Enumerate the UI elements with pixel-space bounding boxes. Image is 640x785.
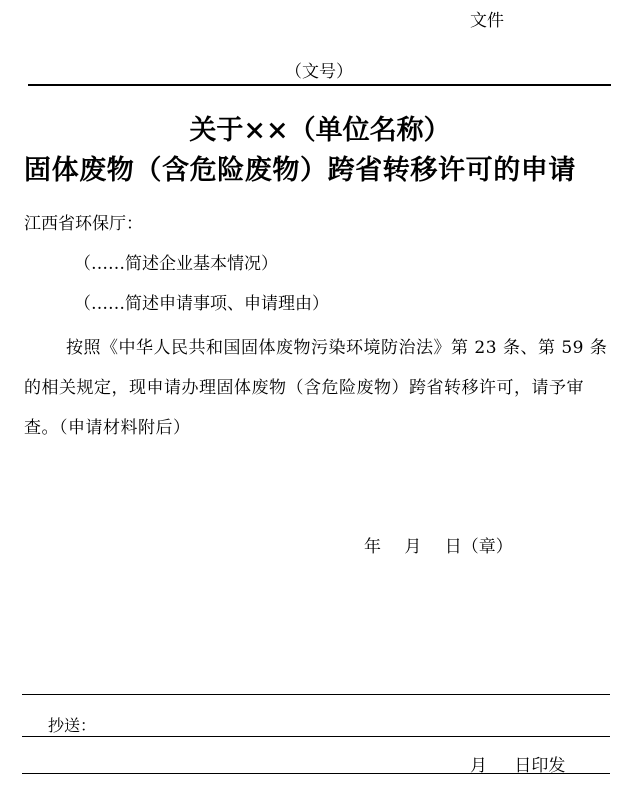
issue-date: 月 日印发 [470,756,566,776]
footer-divider-top [22,694,610,695]
document-type-label: 文件 [470,11,504,31]
footer-divider-middle [22,736,610,737]
header-divider [28,84,611,86]
document-title-line1: 关于××（单位名称） [189,115,451,146]
cc-label: 抄送： [48,716,97,735]
document-title-line2: 固体废物（含危险废物）跨省转移许可的申请 [24,155,576,186]
signature-date-stamp: 年 月 日（章） [364,537,513,557]
document-number: （文号） [285,62,353,82]
application-reason-placeholder: （……简述申请事项、申请理由） [74,294,329,314]
body-paragraph: 按照《中华人民共和国固体废物污染环境防治法》第 23 条、第 59 条的相关规定，现申请办理固体废物（含危险废物）跨省转移许可，请予审查。（申请材料附后） [24,338,608,438]
addressee: 江西省环保厅： [24,214,143,234]
footer-divider-bottom [22,773,610,774]
company-summary-placeholder: （……简述企业基本情况） [74,254,278,274]
